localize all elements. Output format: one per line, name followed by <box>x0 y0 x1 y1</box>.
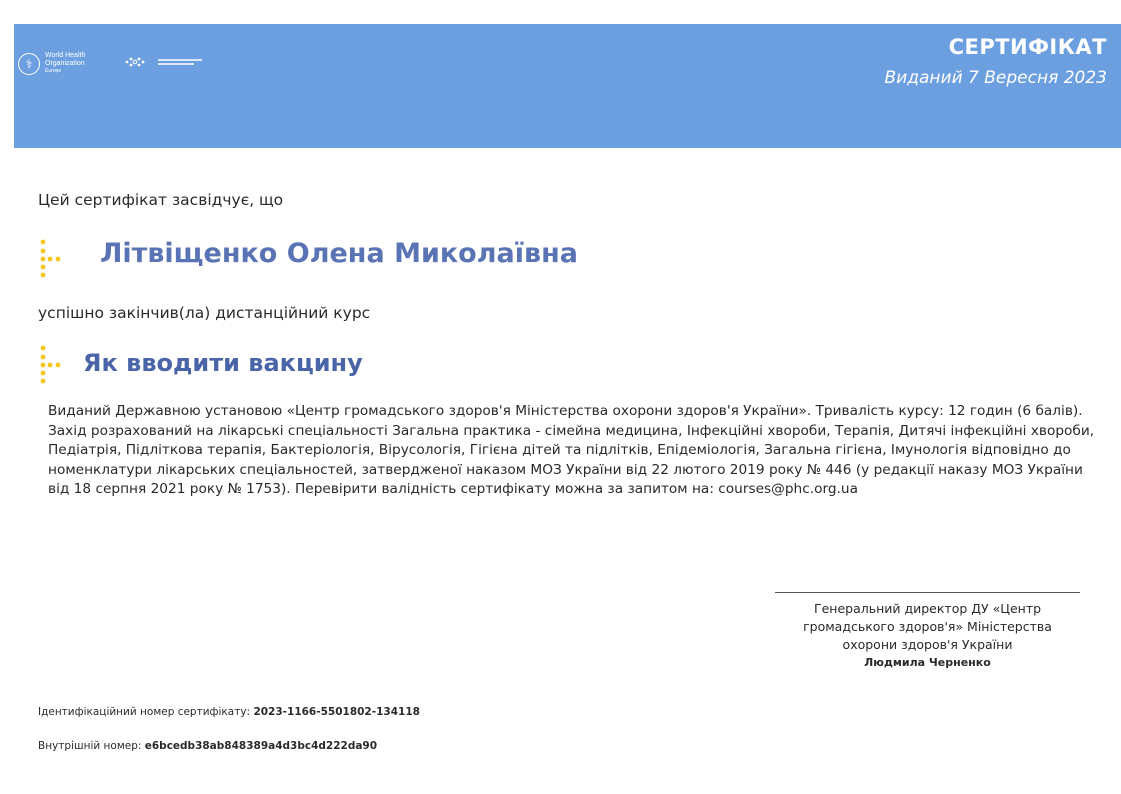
phc-logo-text <box>158 59 214 65</box>
phc-dots-icon <box>124 55 150 69</box>
course-title: Як вводити вакцину <box>83 349 363 377</box>
signatory-title-line1: Генеральний директор ДУ «Центр <box>813 601 1042 616</box>
accent-dots-icon <box>38 344 66 384</box>
who-logo-line2: Organization <box>45 60 85 67</box>
course-description: Виданий Державною установою «Центр громадського здоров'я Міністерства охорони здоров'я України». Тривалість курсу: 12 годин (6 балів). Захід розрахований на лікарські спеціальності Загальна практика - сімейна медицина, Інфекційні хвороби, Терапія, Дитячі інфекційні хвороби, Педіатрія, Підліткова терапія, Бактеріологія, Вірусологія, Гігієна дітей та підлітків, Епідеміологія, Загальна гігієна, Імунологія відповідно до номенклатури лікарських спеціальностей, затвердженої наказом МОЗ України від 22 лютого 2019 року № 446 (у редакції наказу МОЗ України від 18 серпня 2021 року № 1753). Перевірити валідність сертифікату можна за запитом на: courses@phc.org.ua <box>48 403 1095 497</box>
signature-line <box>775 592 1080 593</box>
internal-number <box>38 740 377 752</box>
certificate-id <box>38 706 420 718</box>
certificate-issue-date: Виданий 7 Вересня 2023 <box>884 68 1107 88</box>
who-logo-line3: Europe <box>45 68 62 74</box>
signature-block <box>770 600 1085 672</box>
internal-number-label: Внутрішній номер: <box>38 740 142 752</box>
recipient-name: Літвіщенко Олена Миколаївна <box>100 238 578 269</box>
accent-dots-icon <box>38 238 66 278</box>
who-logo-line1: World Health <box>45 52 86 59</box>
completed-text: успішно закінчив(ла) дистанційний курс <box>38 304 371 322</box>
certificate-id-label: Ідентифікаційний номер сертифікату: <box>38 706 251 718</box>
signatory-name: Людмила Черненко <box>864 656 991 669</box>
signatory-title-line3: охорони здоров'я України <box>842 637 1013 652</box>
certificate-title: СЕРТИФІКАТ <box>948 35 1107 59</box>
who-logo <box>18 52 85 75</box>
phc-logo <box>124 55 214 69</box>
certificate-id-value: 2023-1166-5501802-134118 <box>253 706 420 718</box>
signatory-title-line2: громадського здоров'я» Міністерства <box>803 619 1052 634</box>
who-emblem-icon: ⚕ <box>18 53 40 75</box>
internal-number-value: e6bcedb38ab848389a4d3bc4d222da90 <box>144 740 378 752</box>
intro-text: Цей сертифікат засвідчує, що <box>38 191 284 209</box>
